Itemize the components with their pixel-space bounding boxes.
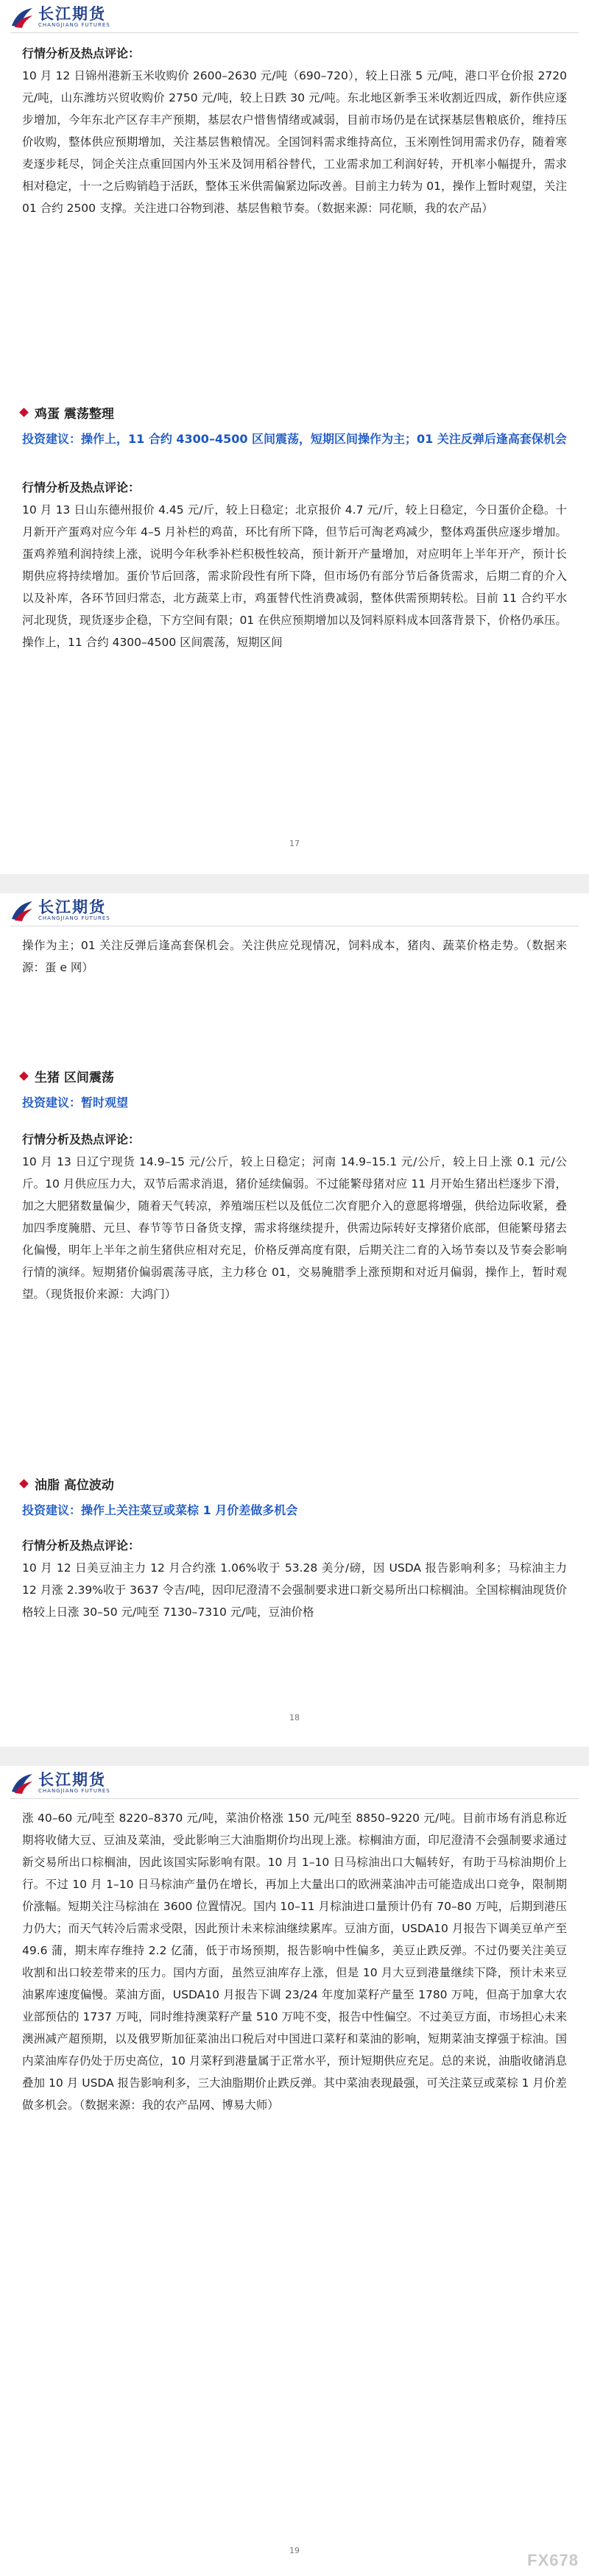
brand-logo <box>10 899 110 922</box>
diamond-bullet-icon <box>19 408 29 417</box>
brand-name-en: CHANGJIANG FUTURES <box>38 1788 110 1794</box>
corn-analysis <box>22 43 567 219</box>
brand-name-cn: 长江期货 <box>38 1770 106 1789</box>
oils-section-title <box>21 1475 114 1493</box>
oils-advice: 投资建议：操作上关注菜豆或菜棕 1 月价差做多机会 <box>22 1503 298 1517</box>
oils-heading: 行情分析及热点评论： <box>22 1539 141 1553</box>
page-header <box>0 1766 589 1800</box>
brand-name-cn: 长江期货 <box>38 898 106 916</box>
diamond-bullet-icon <box>19 1071 29 1081</box>
brand-name-en: CHANGJIANG FUTURES <box>38 915 110 921</box>
oils-analysis <box>22 1535 567 1623</box>
header-divider <box>10 32 579 33</box>
page-number: 17 <box>289 839 300 848</box>
eggs-section-title <box>21 403 114 422</box>
eggs-advice: 投资建议：操作上，11 合约 4300–4500 区间震荡，短期区间操作为主；01 关注反弹后逢高套保机会 <box>22 432 567 446</box>
page-gap <box>0 874 589 893</box>
brand-logo <box>10 6 110 29</box>
header-divider <box>10 1798 579 1799</box>
hogs-body: 10 月 13 日辽宁现货 14.9–15 元/公斤，较上日稳定；河南 14.9–15.1 元/公斤，较上日上涨 0.1 元/公斤。10 月供应压力大，双节后需求消退，猪价延续偏弱。不过能繁母猪对应 11 月开始生猪出栏逐步下滑，加之大肥猪数量偏少，随着天气转凉，养殖端压栏以及低位二次育肥介入的意愿将增强，供给边际收紧，叠加四季度腌腊、元旦、春节等节日备货支撑，需求将继续提升，供需边际转好支撑猪价底部，但能繁母猪去化偏慢，明年上半年之前生猪供应相对充足，价格反弹高度有限，后期关注二育的入场节奏以及节奏会影响行情的演绎。短期猪价偏弱震荡寻底，主力移仓 01，交易腌腊季上涨预期和对近月偏弱，操作上，暂时观望。（现货报价来源：大鸿门） <box>22 1155 567 1301</box>
page-header <box>0 0 589 34</box>
page-number: 18 <box>289 1713 300 1722</box>
hogs-analysis <box>22 1129 567 1305</box>
logo-mark-icon <box>10 900 34 922</box>
watermark: FX678 <box>527 2551 579 2569</box>
brand-name-en: CHANGJIANG FUTURES <box>38 22 110 28</box>
eggs-body: 10 月 13 日山东德州报价 4.45 元/斤，较上日稳定；北京报价 4.7 元/斤，较上日稳定，今日蛋价企稳。十月新开产蛋鸡对应今年 4–5 月补栏的鸡苗，环比有所下降，但节后可淘老鸡减少，整体鸡蛋供应逐步增加。蛋鸡养殖利润持续上涨，说明今年秋季补栏积极性较高，预计新开产量增加，对应明年上半年开产，预计长期供应将持续增加。蛋价节后回落，需求阶段性有所下降，但市场仍有部分节后备货需求，后期二育的介入以及补库，各环节回归常态，北方蔬菜上市，鸡蛋替代性消费减弱，整体供需预期转松。目前 11 合约平水河北现货，现货逐步企稳，下方空间有限；01 在供应预期增加以及饲料原料成本回落背景下，价格仍承压。操作上，11 合约 4300–4500 区间震荡，短期区间 <box>22 503 567 649</box>
eggs-heading: 行情分析及热点评论： <box>22 480 141 494</box>
diamond-bullet-icon <box>19 1479 29 1489</box>
corn-body: 10 月 12 日锦州港新玉米收购价 2600–2630 元/吨（690–720），较上日涨 5 元/吨，港口平仓价报 2720 元/吨，山东潍坊兴贸收购价 2750 元/吨，较上日跌 30 元/吨。东北地区新季玉米收割近四成，新作供应逐步增加，今年东北产区存丰产预期，基层农户惜售情绪或减弱，目前市场仍是在试探基层售粮底价，维持压价收购，整体供应预期增加，关注基层售粮情况。全国饲料需求维持高位，玉米刚性饲用需求仍存，随着寒麦逐步耗尽，饲企关注点重回国内外玉米及饲用稻谷替代，工业需求加工利润好转，开机率小幅提升，需求相对稳定，十一之后购销趋于活跃，整体玉米供需偏紧边际改善。目前主力转为 01，操作上暂时观望，关注 01 合约 2500 支撑。关注进口谷物到港、基层售粮节奏。（数据来源：同花顺，我的农产品） <box>22 69 567 215</box>
hogs-advice: 投资建议：暂时观望 <box>22 1096 129 1110</box>
brand-name-cn: 长江期货 <box>38 4 106 23</box>
brand-logo <box>10 1772 110 1795</box>
page-19 <box>0 1766 589 2576</box>
oils-title: 油脂 高位波动 <box>35 1478 114 1493</box>
page-number: 19 <box>289 2546 300 2555</box>
eggs-analysis <box>22 477 567 653</box>
page-gap <box>0 1747 589 1766</box>
oils-body: 10 月 12 日美豆油主力 12 月合约涨 1.06%收于 53.28 美分/磅，因 USDA 报告影响利多；马棕油主力 12 月涨 2.39%收于 3637 令吉/吨，因印尼澄清不会强制要求进口新交易所出口棕榈油。全国棕榈油现货价格较上日涨 30–50 元/吨至 7130–7310 元/吨，豆油价格 <box>22 1561 567 1619</box>
hogs-section-title <box>21 1067 114 1085</box>
corn-heading: 行情分析及热点评论： <box>22 46 141 60</box>
oils-continued: 涨 40–60 元/吨至 8220–8370 元/吨，菜油价格涨 150 元/吨至 8850–9220 元/吨。目前市场有消息称近期将收储大豆、豆油及菜油，受此影响三大油脂期价均出现上涨。棕榈油方面，印尼澄清不会强制要求通过新交易所出口棕榈油，因此该国实际影响有限。10 月 1–10 日马棕油出口大幅转好，有助于马棕油期价上行。不过 10 月 1–10 日马棕油产量仍在增长，再加上大量出口的欧洲菜油冲击可能造成出口竞争，限制期价涨幅。短期关注马棕油在 3600 位置情况。国内 10–11 月棕油进口量预计仍有 70–80 万吨，后期到港压力仍大；而天气转冷后需求受限，因此预计未来棕油继续累库。豆油方面，USDA10 月报告下调美豆单产至 49.6 蒲，期末库存维持 2.2 亿蒲，低于市场预期，报告影响中性偏多，美豆止跌反弹。不过仍要关注美豆收割和出口较差带来的压力。国内方面，虽然豆油库存上涨，但是 10 月大豆到港量继续下降，预计未来豆油累库速度偏慢。菜油方面，USDA10 月报告下调 23/24 年度加菜籽产量至 1780 万吨，但高于加拿大农业部预估的 1737 万吨，同时维持澳菜籽产量 510 万吨不变，报告中性偏空。不过美豆方面，市场担心未来澳洲减产超预期，以及俄罗斯加征菜油出口税后对中国进口菜籽和菜油的影响，短期菜油支撑强于棕油。国内菜油库存仍处于历史高位，10 月菜籽到港量属于正常水平，预计短期供应充足。总的来说，油脂收储消息叠加 10 月 USDA 报告影响利多，三大油脂期价止跌反弹。其中菜油表现最强，可关注菜豆或菜棕 1 月价差做多机会。（数据来源：我的农产品网、博易大师） <box>22 1812 567 2112</box>
logo-mark-icon <box>10 7 34 29</box>
logo-mark-icon <box>10 1773 34 1795</box>
eggs-title: 鸡蛋 震荡整理 <box>35 407 114 422</box>
page-header <box>0 893 589 927</box>
page-18 <box>0 893 589 1747</box>
hogs-heading: 行情分析及热点评论： <box>22 1132 141 1146</box>
eggs-continued: 操作为主；01 关注反弹后逢高套保机会。关注供应兑现情况，饲料成本，猪肉、蔬菜价格走势。（数据来源：蛋 e 网） <box>22 939 567 974</box>
page-17 <box>0 0 589 874</box>
hogs-title: 生猪 区间震荡 <box>35 1071 114 1085</box>
